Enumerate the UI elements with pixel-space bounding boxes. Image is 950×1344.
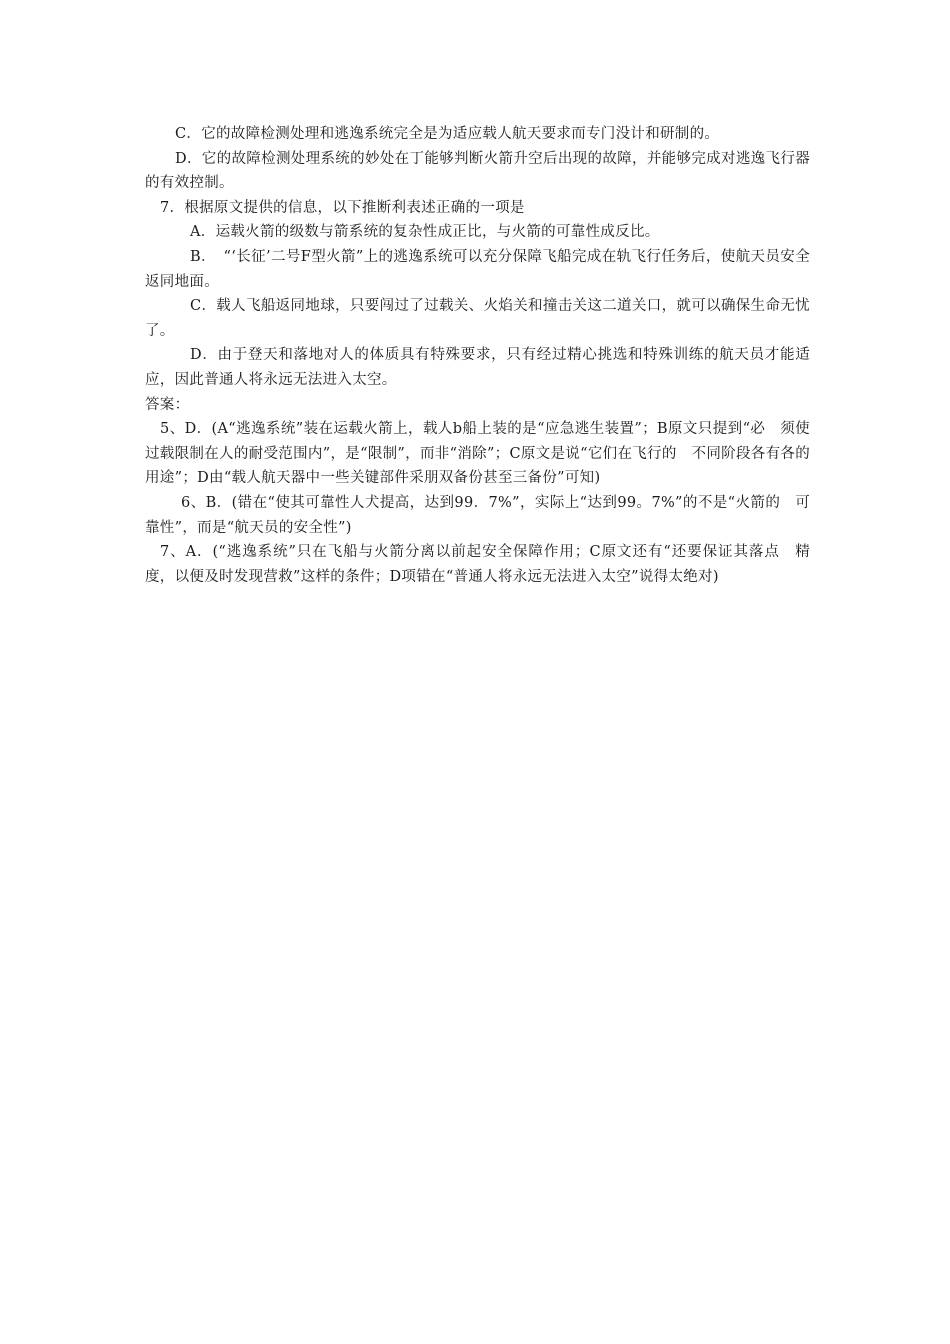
q6-option-d: D．它的故障检测处理系统的妙处在丁能够判断火箭升空后出现的故障，并能够完成对逃逸飞行器的有效控制。 (145, 150, 810, 192)
document-page (145, 122, 810, 589)
q7-option-d: D．由于登天和落地对人的体质具有特殊要求，只有经过精心挑选和特殊训练的航天员才能适应，因此普通人将永远无法进入太空。 (145, 347, 810, 388)
answer-7: 7、A．(“逃逸系统”只在飞船与火箭分离以前起安全保障作用；C原文还有“还要保证其落点 精度，以便及时发现营救”这样的条件；D项错在“普通人将永远无法进入太空”说得太绝对) (145, 544, 810, 585)
q7-option-b: B． “‘长征’二号F型火箭”上的逃逸系统可以充分保障飞船完成在轨飞行任务后，使航天员安全返同地面。 (145, 248, 810, 290)
answer-5: 5、D．(A“逃逸系统”装在运载火箭上，载人b船上装的是“应急逃生装置”；B原文只提到“必 须使过载限制在人的耐受范围内”，是“限制”，而非“消除”；C原文是说“它们在飞行的 不同阶段各有各的用途”；D由“载人航天器中一些关键部件采朋双备份甚至三备份”可知) (145, 421, 810, 487)
answer-6: 6、B．(错在“使其可靠性人犬提高，达到99．7%”，实际上“达到99。7%”的不是“火箭的 可靠性”，而是“航天员的安全性”) (145, 494, 810, 536)
q7-option-c: C．载人飞船返同地球，只要闯过了过载关、火焰关和撞击关这二道关口，就可以确保生命无忧了。 (145, 298, 810, 339)
q7-option-a: A．运载火箭的级数与箭系统的复杂性成正比，与火箭的可靠性成反比。 (190, 224, 660, 241)
answers-heading: 答案： (145, 396, 190, 413)
q7-stem: 7．根据原文提供的信息，以下推断利表述正确的一项是 (160, 199, 525, 216)
q6-option-c: C．它的故障检测处理和逃逸系统完全是为适应载人航天要求而专门没计和研制的。 (175, 126, 720, 142)
